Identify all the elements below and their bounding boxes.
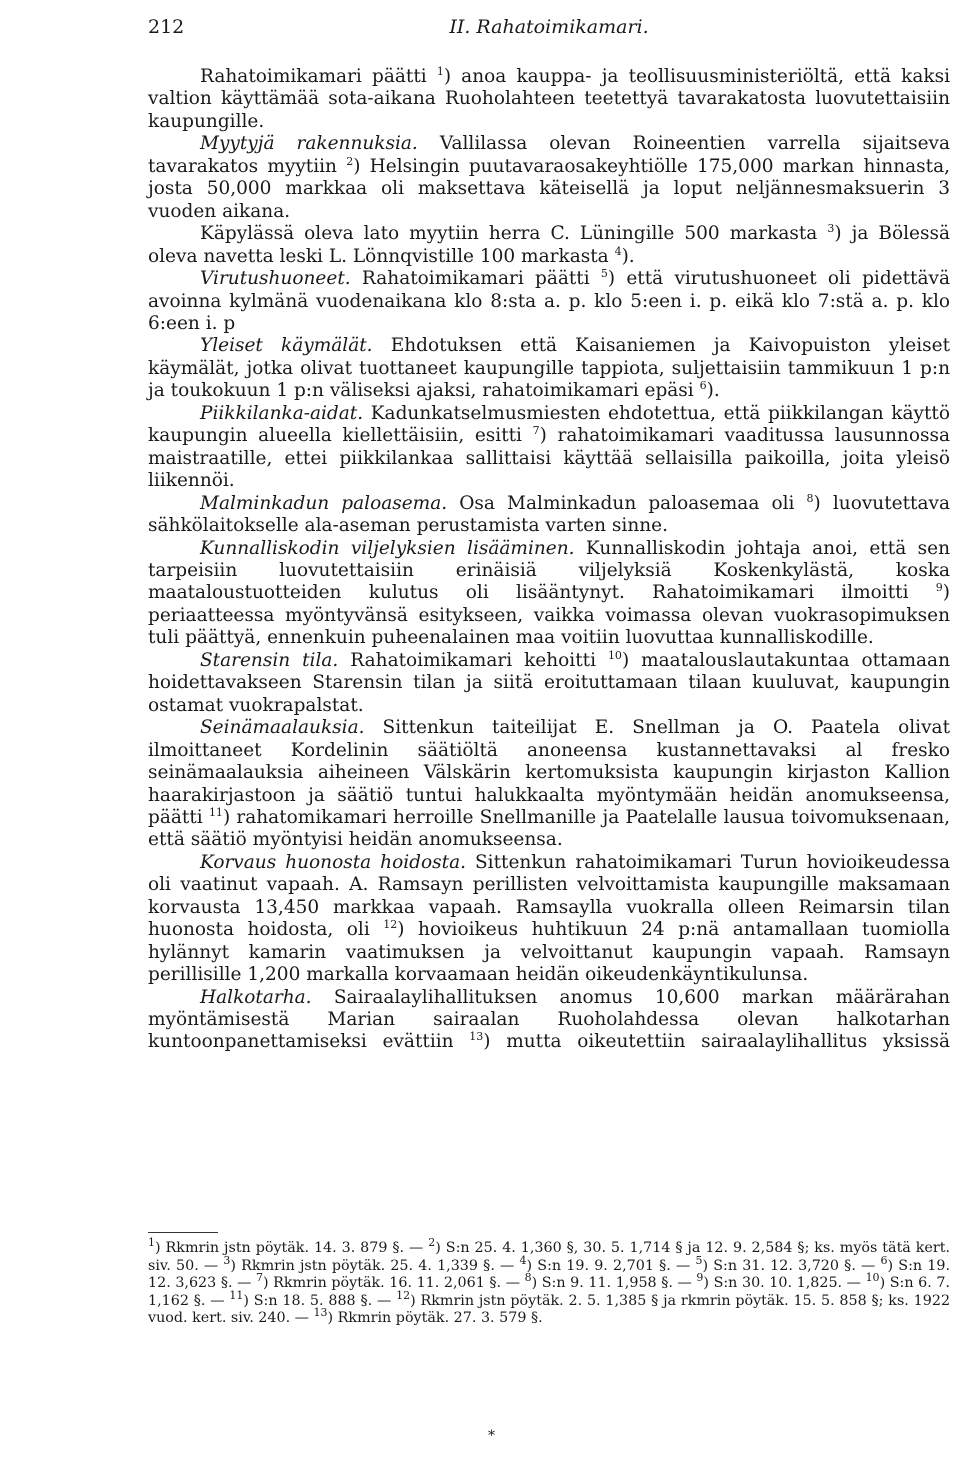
section-heading: Korvaus huonosta hoidosta.	[200, 851, 466, 873]
footnote-text: Rkmrin jstn pöytäk. 14. 3. 879 §.	[165, 1240, 405, 1256]
footnote-marker: 6	[880, 1253, 888, 1267]
section-heading: Halkotarha.	[200, 986, 312, 1008]
footnotes: $^1$) Rkmrin jstn pöytäk. 14. 3. 879 §. — $^2$) S:n 25. 4. 1,360 §, 30. 5. 1,714 § ja 12. 9. 2,584 §; ks. myös tätä kert. siv. 50. — $^3$) Rkmrin jstn pöytäk. 25. 4. 1,339 §. — $^4$) S:n 19. 9. 2,701 §. — $^5$) S:n 31. 12. 3,720 §. — $^6$) S:n 19. 12. 3,623 §. — $^7$) Rkmrin pöytäk. 16. 11. 2,061 §. — $^8$) S:n 9. 11. 1,958 §. — $^9$) S:n 30. 10. 1,825. — $^{10}$) S:n 6. 7. 1,162 §. — $^{11}$) S:n 18. 5. 888 §. — $^{12}$) Rkmrin jstn pöytäk. 2. 5. 1,385 § ja rkmrin pöytäk. 15. 5. 858 §; ks. 1922 vuod. kert. siv. 240. — $^{13}$) Rkmrin pöytäk. 27. 3. 579 §.	[148, 1236, 951, 1327]
footnote-text: S:n 19. 9. 2,701 §.	[537, 1257, 671, 1274]
footnote-marker: 10	[865, 1271, 880, 1285]
footnote-text: S:n 31. 12. 3,720 §.	[713, 1257, 856, 1274]
paragraph: Yleiset käymälät. Ehdotuksen että Kaisaniemen ja Kaivopuiston yleiset käymälät, jotka olivat tuottaneet kaupungille tappiota, suljettaisiin tammikuun 1 p:n ja toukokuun 1 p:n väliseksi ajaksi, rahatoimikamari epäsi $^6$).	[148, 335, 951, 402]
paragraph: Piikkilanka-aidat. Kadunkatselmusmiesten ehdotettua, että piikkilangan käyttö kaupungin alueella kiellettäisiin, esitti $^7$) rahatoimikamari vaaditussa lausunnossa maistraatille, ettei piikkilankaa sallittaisi käyttää sellaisilla paikoilla, joita yleisö liikennöi.	[148, 402, 950, 492]
footnote-marker: 1	[148, 1236, 155, 1250]
footnote-text: S:n 9. 11. 1,958 §.	[541, 1275, 673, 1292]
section-heading: Myytyjä rakennuksia.	[200, 133, 418, 155]
paragraph: Halkotarha. Sairaalaylihallituksen anomus 10,600 markan määrärahan myöntämisestä Marian sairaalan Ruoholahdessa olevan halkotarhan kuntoonpanettamiseksi evättiin $^{13}$) mutta oikeutettiin sairaalaylihallitus yksissä	[148, 986, 950, 1053]
footnote-marker: 11	[229, 1289, 244, 1303]
footnote-text: S:n 25. 4. 1,360 §, 30. 5. 1,714 § ja 12. 9. 2,584 §; ks. myös tätä kert. siv. 50.	[148, 1240, 951, 1274]
paragraph: Korvaus huonosta hoidosta. Sittenkun rahatoimikamari Turun hovioikeudessa oli vaatinut vapaah. A. Ramsayn perillisten velvoittamista kaupungille maksamaan korvausta 13,450 markkaa vapaah. Ramsaylla vuokralla olleen Reimarsin tilan huonosta hoidosta, oli $^{12}$) hovioikeus huhtikuun 24 p:nä antamallaan tuomiolla hylännyt kamarin vaatimuksen ja velvoittanut kaupungin vapaah. Ramsayn perillisille 1,200 markalla korvaamaan heidän oikeudenkäyntikulunsa.	[148, 851, 950, 986]
footnote-text: Rkmrin jstn pöytäk. 2. 5. 1,385 § ja rkmrin pöytäk. 15. 5. 858 §; ks. 1922 vuod. kert. siv. 240.	[148, 1292, 951, 1327]
footnote-marker: 13	[313, 1306, 328, 1320]
page-number: 212	[148, 16, 185, 38]
section-heading: Virutushuoneet.	[200, 268, 351, 290]
footnote-marker: 5	[695, 1253, 703, 1267]
footnote-text: S:n 18. 5. 888 §.	[253, 1292, 373, 1309]
paragraph: Kunnalliskodin viljelyksien lisääminen. Kunnalliskodin johtaja anoi, että sen tarpeisiin luovutettaisiin erinäisiä viljelyksiä Koskenkylästä, koska maataloustuotteiden kulutus oli lisääntynyt. Rahatoimikamari ilmoitti $^9$) periaatteessa myöntyvänsä esitykseen, vaikka voimassa olevan vuokrasopimuksen tuli päättyä, ennenkuin puheenalainen maa voitiin luovuttaa kunnalliskodille.	[148, 537, 950, 649]
footnote-text: Rkmrin pöytäk. 16. 11. 2,061 §.	[273, 1275, 502, 1292]
footnote-text: Rkmrin jstn pöytäk. 25. 4. 1,339 §.	[241, 1257, 495, 1274]
footnote-marker: 8	[524, 1271, 532, 1285]
section-heading: Kunnalliskodin viljelyksien lisääminen.	[200, 537, 575, 559]
paragraph: Seinämaalauksia. Sittenkun taiteilijat E. Snellman ja O. Paatela olivat ilmoittaneet Kordelinin säätiöltä anoneensa kustannettavaksi al fresko seinämaalauksia aiheineen Välskärin kertomuksista kaupungin kirjaston Kallion haarakirjastoon ja säätiö tuntui halukkaalta myöntymään heidän anomukseensa, päätti $^{11}$) rahatomikamari herroille Snellmanille ja Paatelalle lausua toivomuksenaan, että säätiö myöntyisi heidän anomukseensa.	[148, 717, 950, 851]
footnote-text: Rkmrin pöytäk. 27. 3. 579 §.	[337, 1310, 543, 1327]
section-heading: Malminkadun paloasema.	[200, 492, 448, 514]
footnote-text: S:n 6. 7. 1,162 §.	[148, 1275, 951, 1309]
paragraph: Rahatoimikamari päätti $^1$) anoa kauppa- ja teollisuusministeriöltä, että kaksi valtion käyttämää sota-aikana Ruoholahteen teetettyä tavarakatosta luovutettaisiin kaupungille.	[148, 64, 951, 132]
paragraph: Starensin tila. Rahatoimikamari kehoitti $^{10}$) maatalouslautakuntaa ottamaan hoidettavakseen Starensin tilan ja siitä eroituttamaan tilaan kuuluvat, kaupungin ostamat vuokrapalstat.	[148, 648, 951, 716]
footnote-marker: 9	[696, 1271, 704, 1285]
paragraph: Malminkadun paloasema. Osa Malminkadun paloasemaa oli $^8$) luovutettava sähkölaitokselle ala-aseman perustamista varten sinne.	[148, 491, 950, 537]
section-heading: Starensin tila.	[200, 649, 339, 671]
footnote-marker: 3	[223, 1253, 231, 1267]
footnote-marker: 4	[519, 1253, 527, 1267]
page-mark: *	[488, 1428, 495, 1444]
footnote-text: S:n 30. 10. 1,825.	[713, 1275, 843, 1292]
footnote-marker: 2	[428, 1236, 436, 1250]
paragraph: Myytyjä rakennuksia. Vallilassa olevan Roineentien varrella sijaitseva tavarakatos myytiin $^2$) Helsingin puutavaraosakeyhtiölle 175,000 markan hinnasta, josta 50,000 markkaa oli maksettava käteisellä ja loput neljännesmaksuerin 3 vuoden aikana.	[148, 133, 951, 222]
section-heading: Yleiset käymälät.	[200, 335, 373, 357]
running-title: II. Rahatoimikamari.	[449, 16, 649, 38]
footnote-text: S:n 19. 12. 3,623 §.	[148, 1257, 951, 1292]
footnote-divider	[148, 1232, 218, 1233]
section-heading: Seinämaalauksia.	[200, 717, 365, 739]
body-text	[148, 66, 950, 1054]
paragraph: Käpylässä oleva lato myytiin herra C. Lüningille 500 markasta $^3$) ja Bölessä oleva navetta leski L. Lönnqvistille 100 markasta $^4$).	[148, 222, 950, 267]
paragraph: Virutushuoneet. Rahatoimikamari päätti $^5$) että virutushuoneet oli pidettävä avoinna kylmänä vuodenaikana klo 8:sta a. p. klo 5:een i. p. eikä klo 7:stä a. p. klo 6:een i. p	[148, 266, 950, 334]
footnote-marker: 7	[256, 1271, 263, 1285]
page-header	[148, 16, 950, 46]
section-heading: Piikkilanka-aidat.	[200, 402, 364, 424]
footnote-marker: 12	[396, 1289, 411, 1303]
